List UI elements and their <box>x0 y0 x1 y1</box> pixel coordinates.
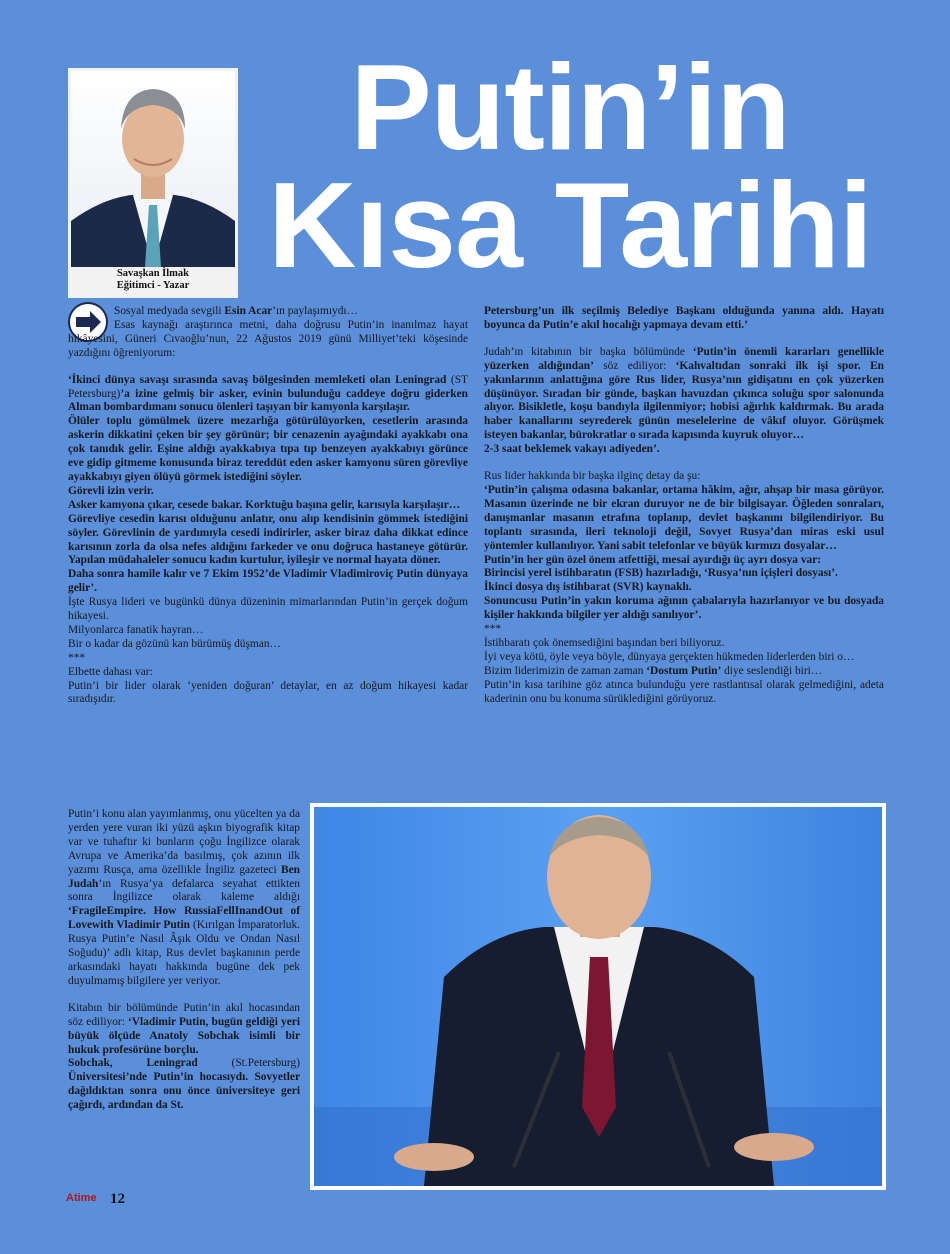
text-span-bold: Görevli izin verir. <box>68 484 154 497</box>
text-span: ’ın paylaşımıydı… <box>272 305 358 317</box>
paragraph <box>484 443 884 457</box>
paragraph: Rus lider hakkında bir başka ilginç detay da şu: <box>484 470 701 483</box>
quote-paragraph-4 <box>68 499 468 513</box>
text-span: (St.Petersburg) <box>197 1057 300 1070</box>
quote-paragraph-1 <box>68 374 468 416</box>
putin-photo-image <box>314 807 882 1186</box>
paragraph: Elbette dahası var: <box>68 665 153 678</box>
separator-stars: *** <box>68 651 86 664</box>
paragraph <box>68 1057 300 1113</box>
paragraph <box>68 808 300 989</box>
paragraph: Putin’i bir lider olarak ‘yeniden doğuran’ detaylar, en az doğum hikayesi kadar sıradışıdır. <box>68 679 468 706</box>
author-photo <box>71 71 235 267</box>
paragraph: Milyonlarca fanatik hayran… <box>68 623 204 636</box>
quote-paragraph-5 <box>68 513 468 569</box>
text-span: Judah’ın kitabının bir başka bölümünde <box>484 345 693 358</box>
column-right <box>484 305 884 706</box>
author-card <box>68 68 238 298</box>
text-span-bold: ‘FragileEmpire. How RussiaFellInandOut of Lovewith Vladimir Putin <box>68 905 300 932</box>
text-span: (Kırılgan İmparatorluk. Rusya Putin’e Nasıl Âşık Oldu ve Ondan Nasıl Soğudu)’ adlı kitap, Rus devlet başkanının perde arkasındaki hayatı hakkında bugüne dek pek duyulmamış bilgilere yer veriyor. <box>68 919 300 987</box>
page-number: 12 <box>110 1191 125 1207</box>
text-span-bold: ‘Vladimir Putin, bugün geldiği yeri büyük ölçüde Anatoly Sobchak isimli bir hukuk profesörüne borçlu. <box>68 1015 300 1056</box>
text-span-bold: ‘Kahvaltıdan sonraki ilk işi spor. En yakınlarının anlattığına göre Rus lider, Rusya’nın gidişatını en çok yüzerken düşünüyor. Sıradan bir günde, başkan havuzdan çıkınca soluğu spor salonunda alıyor. Bisikletle, koşu bandıyla ilgilenmiyor; hobisi ağırlık kaldırmak. Bu arada haber kanallarını seyrederek günün meselelerine de vâkıf oluyor. Görüşmek isteyen bakanlar, bürokratlar o sırada kapısında kuyruk oluyor… <box>484 359 884 442</box>
text-span-bold: ‘Putin’in çalışma odasına bakanlar, ortama hâkim, ağır, ahşap bir masa görüyor. Masanın üzerinde ne bir ekran duruyor ne de bir bilgisayar. Öğleden sonraları, danışmanlar masanın etrafına toplanıp, devlet başkanını bilgilendiriyor. Bu toplantı sırasında, ileri teknoloji değil, Sovyet Rusya’dan miras eski usul yöntemler kullanılıyor. Yani sabit telefonlar ve büyük kırmızı dosyalar… <box>484 483 884 552</box>
text-span-bold: İkinci dosya dış istihbarat (SVR) kaynaklı. <box>484 581 692 594</box>
paragraph <box>484 554 884 568</box>
column-left <box>68 305 468 707</box>
text-span-bold: Esin Acar <box>224 305 273 317</box>
paragraph <box>484 581 884 595</box>
putin-photo <box>310 803 886 1190</box>
column-bottom-left <box>68 808 300 1113</box>
text-span-bold: Görevliye cesedin karısı olduğunu anlatır, onu alıp kendisinin gömmek istediğini söyler. Görevlinin de yardımıyla cesedi indirirler, asker biraz daha dikkat edince karısının zorla da olsa nefes aldığını farkeder ve onu doğruca hastaneye götürür. Yapılan müdahaleler sonucu kadın kurtulur, iyileşir ve normal hayata döner. <box>68 512 468 567</box>
paragraph <box>484 484 884 554</box>
text-span-bold: Daha sonra hamile kalır ve 7 Ekim 1952’de Vladimir Vladimiroviç Putin dünyaya gelir’. <box>68 568 468 595</box>
text-span-bold: Petersburg’un ilk seçilmiş Belediye Başkanı olduğunda yanına aldı. Hayatı boyunca da Putin’e akıl hocalığı yapmaya devam etti.’ <box>484 305 884 331</box>
text-span-bold: Ölüler toplu gömülmek üzere mezarlığa götürülüyorken, cesetlerin arasında askerin dikkatini çeken bir şey görünür; bir cenazenin ayağındaki ayakkabı ona çok tanıdık gelir. Eşine aldığı ayakkabıya tıpa tıp benzeyen ayakkabıyı görünce eve gidip gitmeme konusunda biraz tereddüt eden asker kamyonu süren görevliye ayakkabıyı giyen ölüyü görmek istediğini söyler. <box>68 415 468 483</box>
text-span: ’ın Rusya’ya defalarca seyahat ettikten sonra İngilizce olarak kaleme aldığı <box>68 877 300 904</box>
text-span-bold: Birincisi yerel istihbaratın (FSB) hazırladığı, ‘Rusya’nın içişleri dosyası’. <box>484 567 838 580</box>
paragraph: Putin’in kısa tarihine göz atınca bulunduğu yere rastlantısal olarak gelmediğini, adeta kaderinin onu bu konuma sürüklediğini görüyoruz. <box>484 678 884 705</box>
paragraph <box>484 305 884 333</box>
text-span: Sosyal medyada sevgili <box>114 305 225 317</box>
quote-paragraph-2 <box>68 415 468 485</box>
paragraph <box>484 665 884 679</box>
author-name: Savaşkan İlmak <box>116 268 190 279</box>
text-span: Kitabın bir bölümünde Putin’in akıl hocasından söz ediliyor: <box>68 1001 300 1028</box>
quote-paragraph-3 <box>68 485 468 499</box>
paragraph <box>68 1002 300 1058</box>
intro-paragraph-1 <box>68 305 468 319</box>
text-span-bold: 2-3 saat beklemek vakayı adiyeden’. <box>484 443 660 456</box>
text-span-bold: Asker kamyona çıkar, cesede bakar. Korktuğu başına gelir, karısıyla karşılaşır… <box>68 498 461 511</box>
text-span-bold: Sobchak, Leningrad <box>68 1057 198 1070</box>
title-line-2: Kısa Tarihi <box>268 157 872 293</box>
paragraph: İşte Rusya lideri ve bugünkü dünya düzeninin mimarlarından Putin’in gerçek doğum hikayesi. <box>68 596 468 623</box>
paragraph <box>484 567 884 581</box>
text-span-bold: Putin’in her gün özel önem atfettiği, mesai ayırdığı üç ayrı dosya var: <box>484 553 822 566</box>
text-span: (ST Petersburg) <box>68 373 468 400</box>
text-span: Putin’i konu alan yayımlanmış, onu yücelten ya da yerden yere vuran iki yüzü aşkın biyografik kitap var ve tuhaftır ki bunların çoğu İngilizce olarak Avrupa ve Amerika’da basılmış, çok azının ilk yazımı Rusça, ama özellikle İngiliz gazeteci <box>68 808 300 876</box>
magazine-logo-icon: Atime <box>66 1192 97 1204</box>
text-span: söz ediliyor: <box>593 359 676 372</box>
page-title <box>250 39 890 293</box>
title-line-1: Putin’in <box>350 39 790 175</box>
text-span-bold: ‘Dostum Putin’ <box>646 664 722 677</box>
text-span-bold: Sonuncusu Putin’in yakın koruma ağının çabalarıyla hazırlanıyor ve bu dosyada kişiler hakkında bilgiler yer aldığı sanılıyor’. <box>484 595 884 622</box>
intro-paragraph-2: Esas kaynağı araştırınca metni, daha doğrusu Putin’in inanılmaz hayat hikâyesini, Güneri Cıvaoğlu’nun, 22 Ağustos 2019 günü Milliyet’teki köşesinde yazdığını öğreniyorum: <box>68 318 468 359</box>
quote-paragraph-6 <box>68 568 468 596</box>
text-span-bold: ‘Putin’in önemli kararları genellikle yüzerken aldığından’ <box>484 345 884 372</box>
text-span-bold: Üniversitesi’nde Putin’in hocasıydı. Sovyetler dağıldıktan sonra onu önce üniversiteye geri çağırdı, ardından da St. <box>68 1071 300 1112</box>
paragraph: Bir o kadar da gözünü kan bürümüş düşman… <box>68 637 281 650</box>
paragraph <box>484 346 884 443</box>
text-span: Bizim liderimizin de zaman zaman <box>484 664 647 677</box>
paragraph: İstihbaratı çok önemsediğini başından beri biliyoruz. <box>484 636 725 649</box>
text-span-bold: ‘İkinci dünya savaşı sırasında savaş bölgesinden memleketi olan Leningrad <box>68 373 451 386</box>
paragraph: İyi veya kötü, öyle veya böyle, dünyaya gerçekten hükmeden liderlerden biri o… <box>484 650 855 663</box>
separator-stars: *** <box>484 623 502 636</box>
text-span-bold: Ben Judah <box>68 863 300 890</box>
author-caption <box>68 268 238 292</box>
author-role: Eğitimci - Yazar <box>116 280 190 291</box>
text-span-bold: ’a izine gelmiş bir asker, evinin bulunduğu caddeye doğru giderken Alman bombardımanı sonucu ölenleri taşıyan bir kamyonla karşılaşır. <box>68 387 468 414</box>
paragraph <box>484 595 884 623</box>
text-span: diye seslendiği biri… <box>721 664 823 677</box>
